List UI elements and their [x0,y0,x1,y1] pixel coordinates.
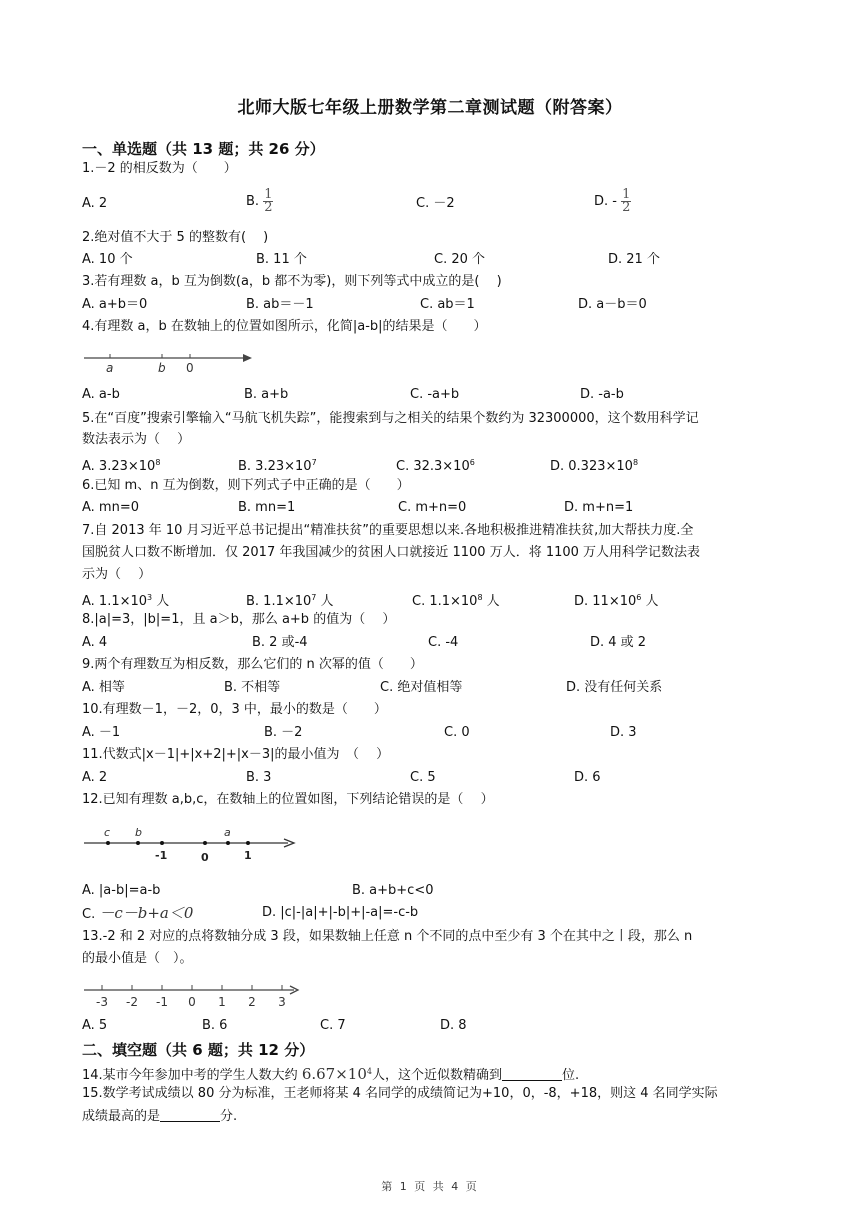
option-b: B. 3 [246,770,272,785]
point-c [106,841,110,845]
question-7-options [82,589,802,607]
numerator: 1 [622,187,631,202]
option-c: C. 7 [320,1018,346,1033]
question-12-stem: 12.已知有理数 a,b,c，在数轴上的位置如图，下列结论错误的是（ ） [82,792,494,807]
label-minus-1: -1 [155,849,168,862]
option-d-base: D. 11×10 [574,594,637,609]
option-b: B. 2 或-4 [252,635,308,650]
tick-label: -3 [96,995,108,1009]
page-footer: 第 1 页 共 4 页 [381,1180,479,1193]
option-c [412,589,500,611]
denominator: 2 [622,200,631,215]
question-9-options [82,679,802,697]
label-0: 0 [201,851,209,864]
axis-arrow [243,354,252,362]
question-13-options [82,1017,802,1035]
question-4-stem: 4.有理数 a，b 在数轴上的位置如图所示，化简|a-b|的结果是（ ） [82,319,487,334]
option-d: D. 没有任何关系 [566,680,663,695]
page-title: 北师大版七年级上册数学第二章测试题（附答案） [237,98,623,118]
option-d: D. 8 [440,1018,467,1033]
option-c: C. 0 [444,725,470,740]
option-d: D. |c|-|a|+|-b|+|-a|=-c-b [262,905,419,920]
point-0 [203,841,207,845]
question-6-stem: 6.已知 m、n 互为倒数，则下列式子中正确的是（ ） [82,478,410,493]
denominator: 2 [264,200,273,215]
option-d: D. m+n=1 [564,500,634,515]
question-10-options [82,724,802,742]
approx-number-base: 6.67×10 [301,1065,367,1083]
label-b: b [135,826,142,839]
question-3-options [82,296,802,314]
option-b: B. a+b+c<0 [352,883,434,898]
tick-label: 1 [218,995,226,1009]
question-1-options [82,187,802,215]
exponent: 8 [632,458,639,467]
option-c [82,904,193,924]
option-c: C. 5 [410,770,436,785]
option-a: A. 2 [82,196,108,211]
question-15-stem-line-1: 15.数学考试成绩以 80 分为标准，王老师将某 4 名同学的成绩简记为+10，0，-8，+18，则这 4 名同学实际 [82,1086,718,1101]
option-b: B. ab＝－1 [246,297,314,312]
option-a [82,454,160,476]
option-b: B. 不相等 [224,680,281,695]
point-minus-1 [160,841,164,845]
point-b [136,841,140,845]
label-b: b [158,361,166,375]
question-11-stem: 11.代数式|x－1|+|x+2|+|x－3|的最小值为 （ ） [82,747,390,762]
number-line-figure-q12 [82,824,306,864]
question-14-text-end: 位. [562,1068,580,1083]
option-c: C. ab＝1 [420,297,475,312]
option-b-base: B. 3.23×10 [238,459,312,474]
question-15-text-before: 成绩最高的是 [82,1109,161,1124]
option-d-base: D. 0.323×10 [550,459,633,474]
question-15-text-after: 分. [220,1109,238,1124]
tick-label: 2 [248,995,256,1009]
tick-label: 3 [278,995,286,1009]
option-c: C. －2 [416,196,455,211]
option-d: D. 6 [574,770,601,785]
tick-label: -1 [156,995,168,1009]
approx-number [302,1065,372,1083]
unit: 人 [641,594,659,609]
number-line-figure-q4 [82,348,262,376]
option-b-base: B. 1.1×10 [246,594,312,609]
question-13-stem-line-1: 13.-2 和 2 对应的点将数轴分成 3 段，如果数轴上任意 n 个不同的点中至少有 3 个在其中之丨段，那么 n [82,929,693,944]
option-b: B. mn=1 [238,500,296,515]
option-c-base: C. 32.3×10 [396,459,470,474]
answer-blank[interactable] [502,1067,562,1081]
question-14-stem [82,1063,579,1085]
option-a-base: A. 1.1×10 [82,594,148,609]
option-c [396,454,475,476]
option-c: C. -a+b [410,387,460,402]
option-c-expression: －c－b+a＜0 [99,904,194,922]
section-heading-single-choice: 一、单选题（共 13 题；共 26 分） [82,140,325,158]
option-d [550,454,638,476]
option-d: D. -a-b [580,387,624,402]
number-line-figure-q13 [82,982,306,1010]
option-c-base: C. 1.1×10 [412,594,478,609]
option-a: A. 相等 [82,680,125,695]
question-2-stem: 2.绝对值不大于 5 的整数有( ) [82,230,269,245]
question-8-options [82,634,802,652]
option-a: A. a+b＝0 [82,297,148,312]
question-5-stem-line-1: 5.在“百度”搜索引擎输入“马航飞机失踪”，能搜索到与之相关的结果个数约为 32300000，这个数用科学记 [82,411,699,426]
label-a: a [224,826,231,839]
option-a: A. 5 [82,1018,108,1033]
unit: 人 [482,594,500,609]
option-d: D. 21 个 [608,252,660,267]
option-d: D. 3 [610,725,637,740]
question-7-stem-line-3: 示为（ ） [82,567,152,582]
option-a: A. mn=0 [82,500,139,515]
question-2-options [82,251,802,269]
fraction [621,189,631,214]
question-15-stem-line-2 [82,1108,237,1126]
exponent: 8 [477,593,483,602]
question-5-stem-line-2: 数法表示为（ ） [82,432,191,447]
option-b: B. 6 [202,1018,228,1033]
question-11-options [82,769,802,787]
question-9-stem: 9.两个有理数互为相反数，那么它们的 n 次幂的值（ ） [82,657,423,672]
question-14-text-after: 人，这个近似数精确到 [371,1068,502,1083]
option-a [82,589,169,611]
question-7-stem-line-1: 7.自 2013 年 10 月习近平总书记提出“精准扶贫”的重要思想以来.各地积极推进精准扶贫,加大帮扶力度.全 [82,523,694,538]
option-c: C. 20 个 [434,252,486,267]
exponent: 4 [366,1067,372,1076]
question-6-options [82,499,802,517]
option-b [246,589,334,611]
option-a-base: A. 3.23×10 [82,459,156,474]
option-b [246,189,273,214]
question-10-stem: 10.有理数－1，－2，0，3 中，最小的数是（ ） [82,702,387,717]
option-a: A. 2 [82,770,108,785]
option-c: C. -4 [428,635,459,650]
option-b: B. a+b [244,387,289,402]
exponent: 6 [469,458,475,467]
option-b [238,454,317,476]
fraction [263,189,273,214]
question-8-stem: 8.|a|=3，|b|=1，且 a＞b，那么 a+b 的值为（ ） [82,612,396,627]
question-13-stem-line-2: 的最小值是（ ）。 [82,951,193,966]
option-a: A. 4 [82,635,108,650]
exponent: 8 [155,458,161,467]
option-a: A. 10 个 [82,252,133,267]
option-d: D. 4 或 2 [590,635,647,650]
option-d [594,189,631,214]
tick-label: -2 [126,995,138,1009]
point-1 [246,841,250,845]
option-c: C. m+n=0 [398,500,467,515]
option-c-prefix: C. [82,907,96,922]
question-3-stem: 3.若有理数 a，b 互为倒数(a，b 都不为零)，则下列等式中成立的是( ) [82,274,502,289]
option-d: D. a－b＝0 [578,297,647,312]
option-d [574,589,659,611]
exponent: 7 [311,458,317,467]
option-b-prefix: B. [246,194,260,209]
question-14-text-before: 14.某市今年参加中考的学生人数大约 [82,1068,298,1083]
label-1: 1 [244,849,252,862]
numerator: 1 [264,187,273,202]
option-b: B. 11 个 [256,252,307,267]
section-heading-fill-in: 二、填空题（共 6 题；共 12 分） [82,1041,315,1059]
option-a: A. |a-b|=a-b [82,883,161,898]
label-a: a [106,361,114,375]
exponent: 7 [311,593,317,602]
label-c: c [104,826,111,839]
answer-blank[interactable] [160,1108,220,1122]
option-c: C. 绝对值相等 [380,680,463,695]
point-a [226,841,230,845]
question-5-options [82,454,802,472]
question-12-options-row-1 [82,882,802,900]
unit: 人 [152,594,170,609]
option-b: B. －2 [264,725,303,740]
question-7-stem-line-2: 国脱贫人口数不断增加．仅 2017 年我国减少的贫困人口就接近 1100 万人．将 1100 万人用科学记数法表 [82,545,701,560]
label-0: 0 [186,361,194,375]
exponent: 3 [147,593,153,602]
option-a: A. a-b [82,387,120,402]
question-4-options [82,386,802,404]
tick-label: 0 [188,995,196,1009]
option-d-prefix: D. - [594,194,617,209]
question-12-options-row-2 [82,904,802,922]
unit: 人 [316,594,334,609]
option-a: A. －1 [82,725,121,740]
question-1-stem: 1.－2 的相反数为（ ） [82,161,237,176]
exponent: 6 [636,593,642,602]
